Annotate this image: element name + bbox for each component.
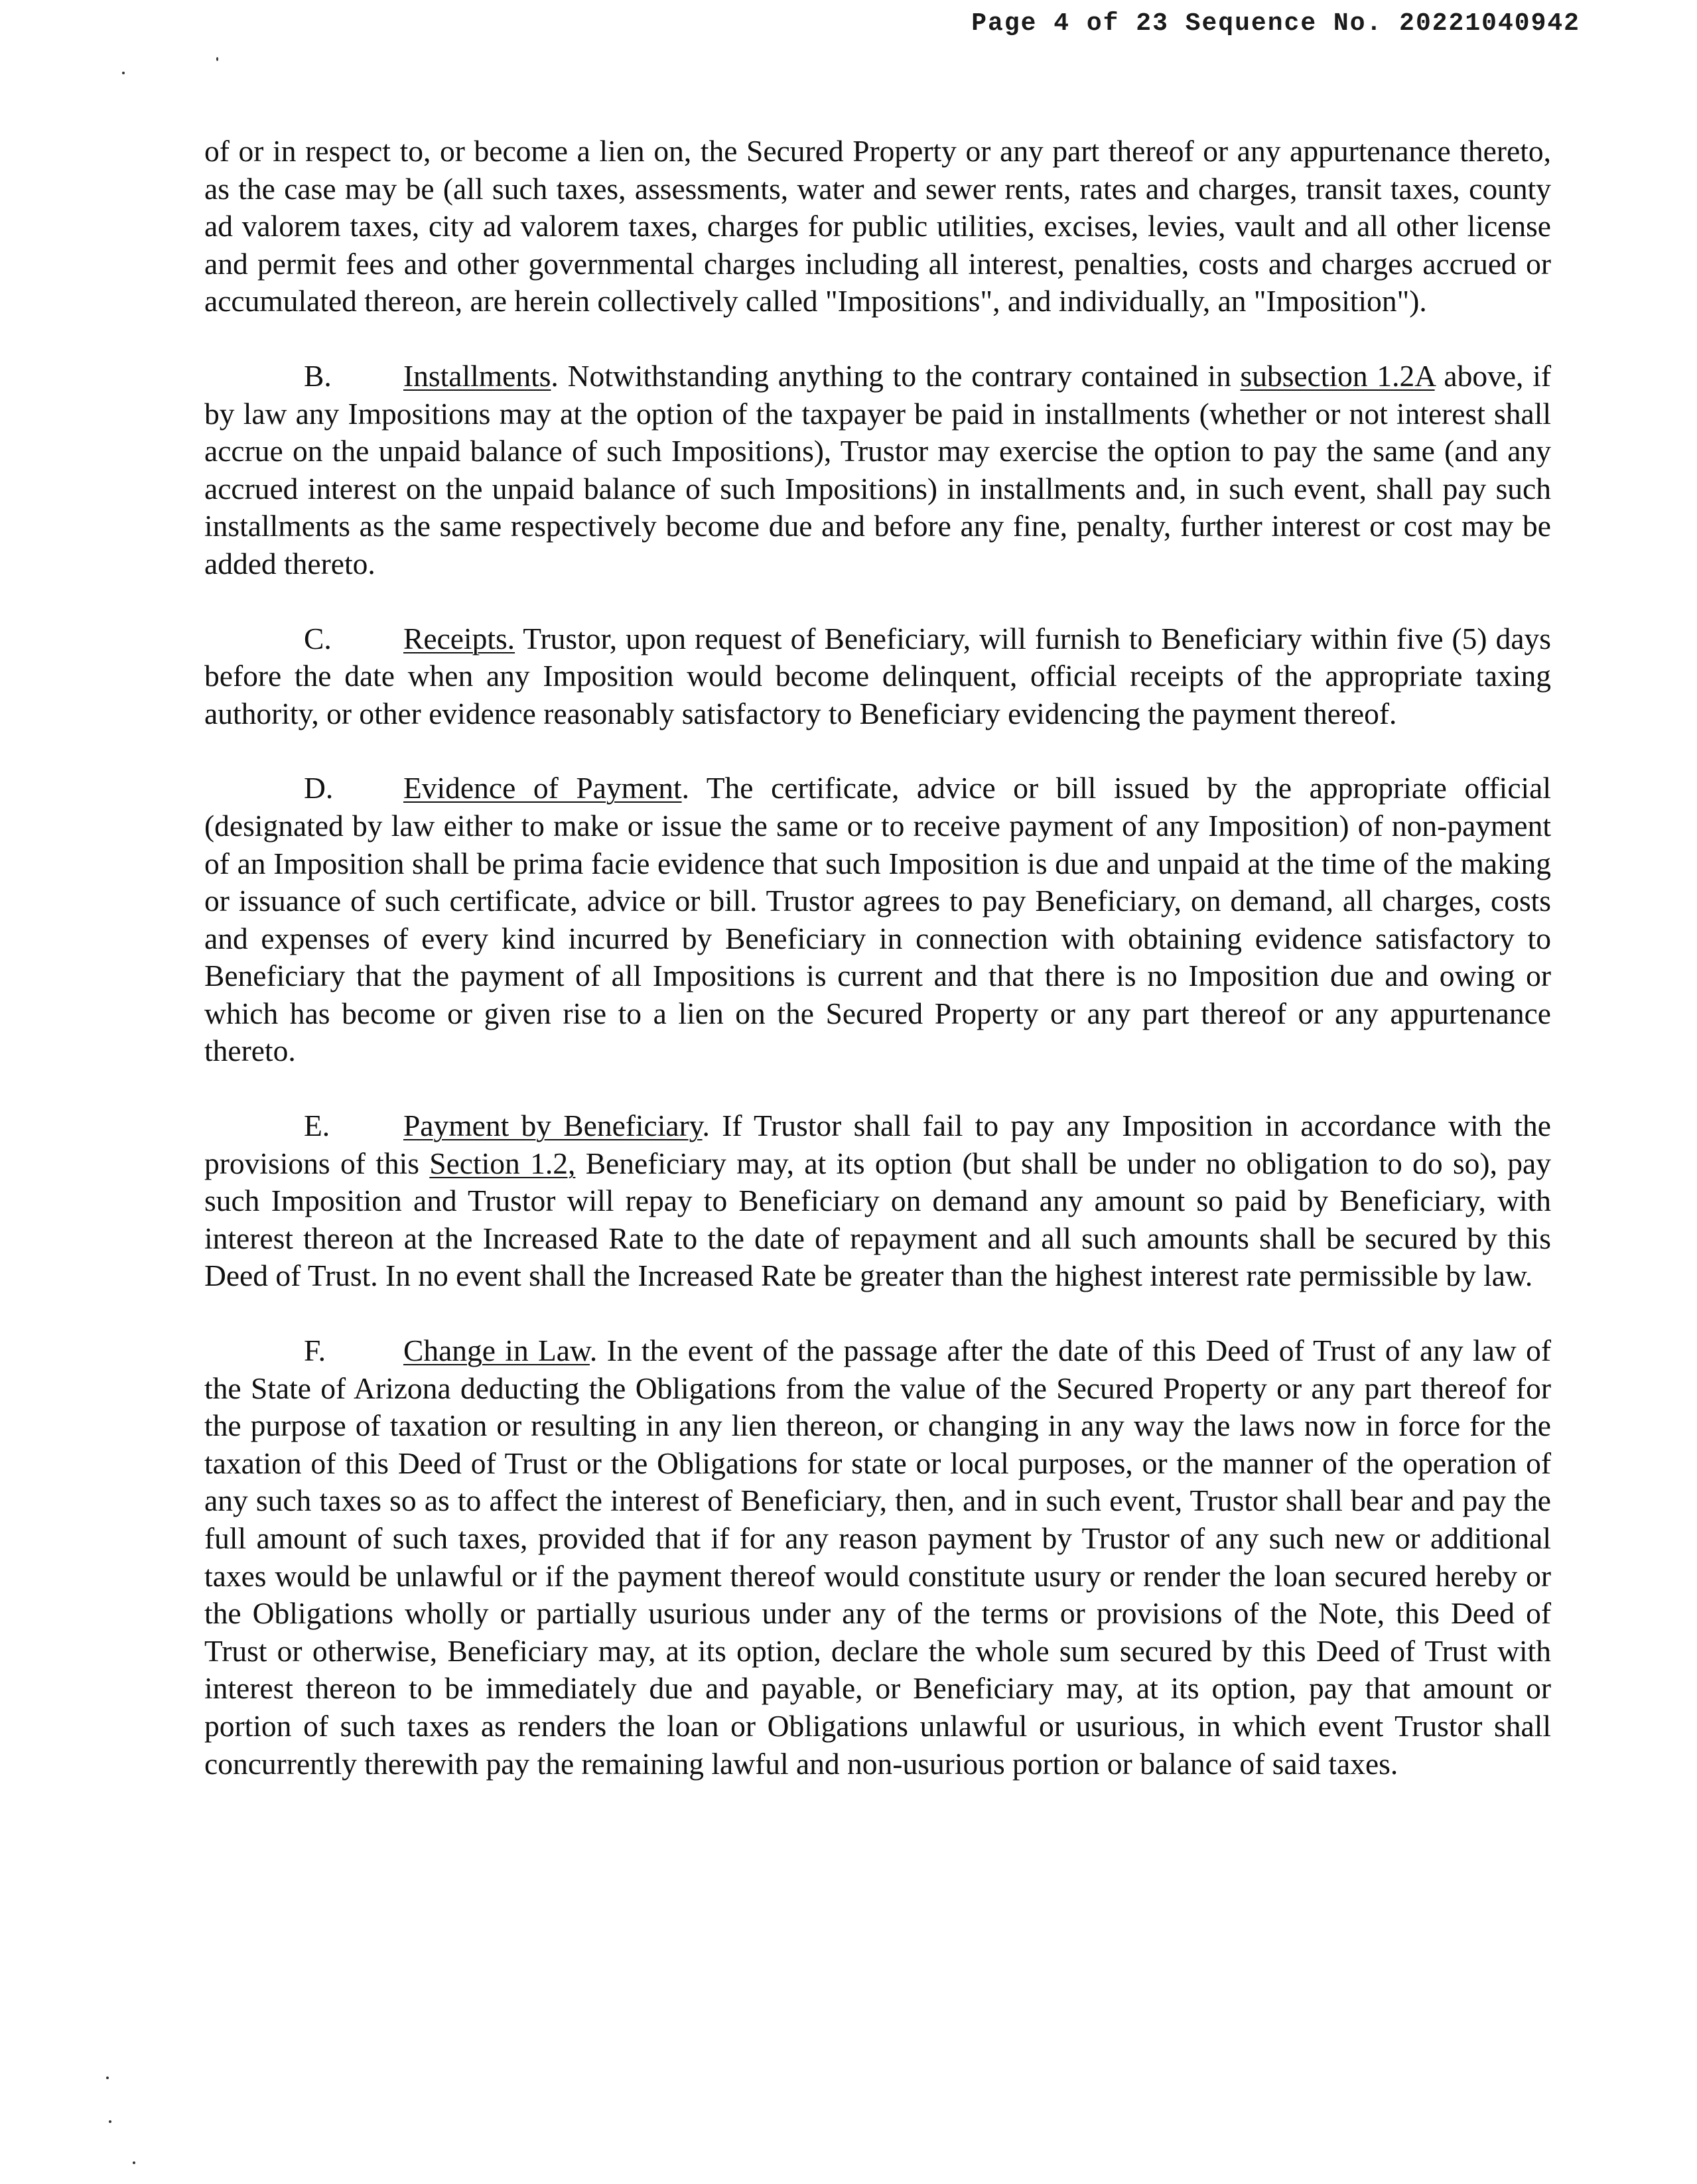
document-body <box>204 133 1551 1820</box>
section-c-letter: C. <box>304 621 332 655</box>
intro-paragraph: of or in respect to, or become a lien on, the Secured Property or any part thereof or any appurtenance thereto, as the case may be (all such taxes, assessments, water and sewer rents, rates and charges, transit taxes, county ad valorem taxes, city ad valorem taxes, charges for public utilities, excises, levies, vault and all other license and permit fees and other governmental charges including all interest, penalties, costs and charges accrued or accumulated thereon, are herein collectively called "Impositions", and individually, an "Imposition"). <box>204 134 1551 318</box>
section-b-heading: Installments <box>403 358 551 393</box>
section-d-letter: D. <box>304 771 334 805</box>
section-e <box>204 1107 1551 1295</box>
page-header: Page 4 of 23 Sequence No. 20221040942 <box>971 9 1580 38</box>
section-e-heading: Payment by Beneficiary <box>403 1109 703 1143</box>
section-e-text-1: . If Trustor shall fail to pay any Imposition in accordance with the provisions of this <box>204 1109 1551 1180</box>
section-d <box>204 770 1551 1070</box>
scan-speck <box>122 72 125 74</box>
section-e-reference: Section 1.2, <box>429 1146 576 1180</box>
section-b <box>204 358 1551 583</box>
scan-speck <box>133 2161 135 2164</box>
scan-speck <box>216 57 218 61</box>
section-d-text-1: . The certificate, advice or bill issued by the appropriate official (designated by law either to make or issue the same or to receive payment of any Imposition) of non-payment of an Imposition shall be prima facie evidence that such Imposition is due and unpaid at the time of the making or issuance of such certificate, advice or bill. Trustor agrees to pay Beneficiary, on demand, all charges, costs and expenses of every kind incurred by Beneficiary in connection with obtaining evidence satisfactory to Beneficiary that the payment of all Impositions is current and that there is no Imposition due and owing or which has become or given rise to a lien on the Secured Property or any part thereof or any appurtenance thereto. <box>204 771 1551 1068</box>
section-f-heading: Change in Law <box>403 1333 590 1368</box>
section-b-text-1: . Notwithstanding anything to the contrary contained in <box>551 358 1241 393</box>
section-b-letter: B. <box>304 358 332 393</box>
section-c <box>204 620 1551 733</box>
section-f <box>204 1332 1551 1783</box>
section-e-text-2: Beneficiary may, at its option (but shall be under no obligation to do so), pay such Imposition and Trustor will repay to Beneficiary on demand any amount so paid by Beneficiary, with interest thereon at the Increased Rate to the date of repayment and all such amounts shall be secured by this Deed of Trust. In no event shall the Increased Rate be greater than the highest interest rate permissible by law. <box>204 1146 1551 1293</box>
section-d-heading: Evidence of Payment <box>403 771 682 805</box>
section-f-letter: F. <box>304 1333 326 1368</box>
section-b-text-2: above, if by law any Impositions may at the option of the taxpayer be paid in installments (whether or not interest shall accrue on the unpaid balance of such Impositions), Trustor may exercise the option to pay the same (and any accrued interest on the unpaid balance of such Impositions) in installments and, in such event, shall pay such installments as the same respectively become due and before any fine, penalty, further interest or cost may be added thereto. <box>204 358 1551 580</box>
scan-speck <box>109 2120 111 2123</box>
scan-speck <box>106 2077 109 2079</box>
section-f-text-1: . In the event of the passage after the date of this Deed of Trust of any law of the State of Arizona deducting the Obligations from the value of the Secured Property or any part thereof for the purpose of taxation or resulting in any lien thereon, or changing in any way the laws now in force for the taxation of this Deed of Trust or the Obligations for state or local purposes, or the manner of the operation of any such taxes so as to affect the interest of Beneficiary, then, and in such event, Trustor shall bear and pay the full amount of such taxes, provided that if for any reason payment by Trustor of any such new or additional taxes would be unlawful or if the payment thereof would constitute usury or render the loan secured hereby or the Obligations wholly or partially usurious under any of the terms or provisions of the Note, this Deed of Trust or otherwise, Beneficiary may, at its option, declare the whole sum secured by this Deed of Trust with interest thereon to be immediately due and payable, or Beneficiary may, at its option, pay that amount or portion of such taxes as renders the loan or Obligations unlawful or usurious, in which event Trustor shall concurrently therewith pay the remaining lawful and non-usurious portion or balance of said taxes. <box>204 1333 1551 1781</box>
section-c-text-1: Trustor, upon request of Beneficiary, will furnish to Beneficiary within five (5) days before the date when any Imposition would become delinquent, official receipts of the appropriate taxing authority, or other evidence reasonably satisfactory to Beneficiary evidencing the payment thereof. <box>204 621 1551 730</box>
section-b-reference: subsection 1.2A <box>1240 358 1435 393</box>
section-c-heading: Receipts. <box>403 621 515 655</box>
section-e-letter: E. <box>304 1109 330 1143</box>
